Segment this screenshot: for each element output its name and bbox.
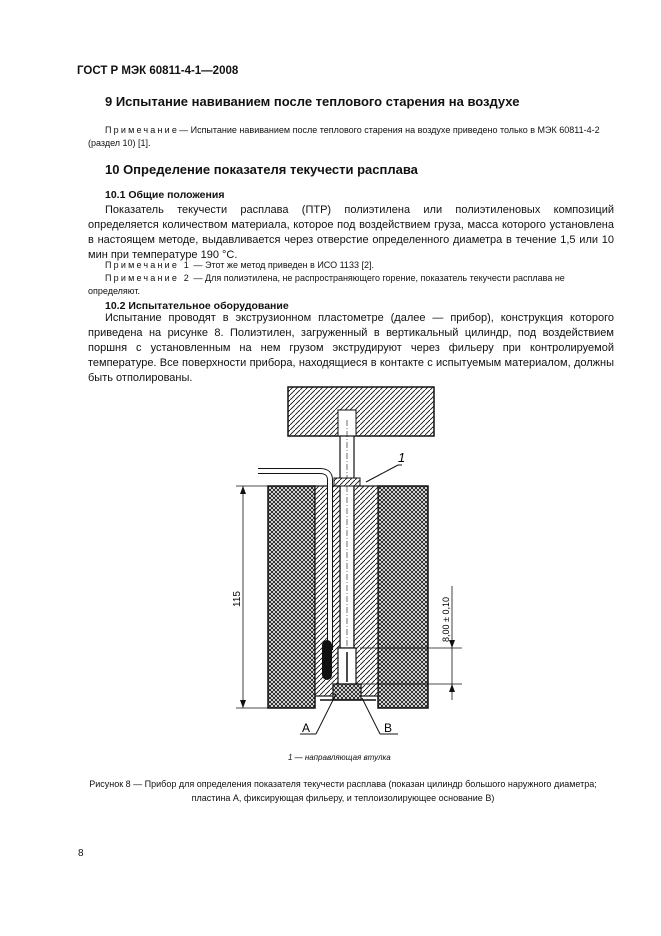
note-2-label: Примечание 2 — [105, 273, 191, 283]
subsection-10-1-heading: 10.1 Общие положения — [105, 189, 225, 201]
figure-caption: Рисунок 8 — Прибор для определения показателя текучести расплава (показан цилиндр большого наружного диаметра; пластина А, фиксирующая фильеру, и теплоизолирующее основание В) — [89, 779, 597, 803]
dim-height-label: 115 — [232, 591, 243, 607]
note-1-text: — Этот же метод приведен в ИСО 1133 [2]. — [191, 260, 374, 270]
note-1-label: Примечание 1 — [105, 260, 191, 270]
section-9-heading: 9 Испытание навиванием после теплового старения на воздухе — [105, 94, 520, 109]
paragraph-text: Испытание проводят в экструзионном пластометре (далее — прибор), конструкция которого приведена на рисунке 8. Полиэтилен, загруженный в вертикальный цилиндр, под воздействием поршня с установленным на нем грузом экструдируют через фильеру при контролируемой температуре. Все поверхности прибора, находящиеся в контакте с испытуемым материалом, должны быть отполированы. — [88, 312, 614, 384]
paragraph-text: Показатель текучести расплава (ПТР) полиэтилена или полиэтиленовых композиций определяется количеством материала, которое под воздействием груза, масса которого установлена в настоящем методе, выдавливается через отверстие определенного диаметра в течение 1,5 или 10 мин при температуре 190 °С. — [88, 204, 614, 261]
thermometer-bulb — [322, 640, 332, 680]
label-b: В — [384, 721, 393, 735]
label-a: А — [302, 721, 311, 735]
note-label: Примечание — [105, 125, 180, 135]
figure-legend: 1 — направляющая втулка — [288, 753, 391, 762]
subsection-10-2-heading: 10.2 Испытательное оборудование — [105, 300, 289, 312]
page-number: 8 — [78, 848, 84, 859]
leader-1 — [366, 465, 398, 482]
weight-block — [288, 387, 434, 436]
section-10-heading: 10 Определение показателя текучести расплава — [105, 162, 418, 177]
document-header: ГОСТ Р МЭК 60811-4-1—2008 — [77, 65, 239, 77]
die-plate — [333, 684, 361, 700]
insulation-left — [268, 486, 315, 708]
note-text: — Испытание навиванием после теплового старения на воздухе приведено только в МЭК 60811-4-2 (раздел 10) [1]. — [88, 125, 600, 148]
cylinder-wall-right — [354, 486, 378, 696]
dim-die-label: 8,00 ± 0,10 — [441, 597, 451, 642]
guide-sleeve — [334, 478, 360, 486]
insulation-right — [378, 486, 428, 708]
note-2-text: — Для полиэтилена, не распространяющего горение, показатель текучести расплава не определяют. — [88, 273, 565, 296]
label-1: 1 — [398, 450, 406, 465]
